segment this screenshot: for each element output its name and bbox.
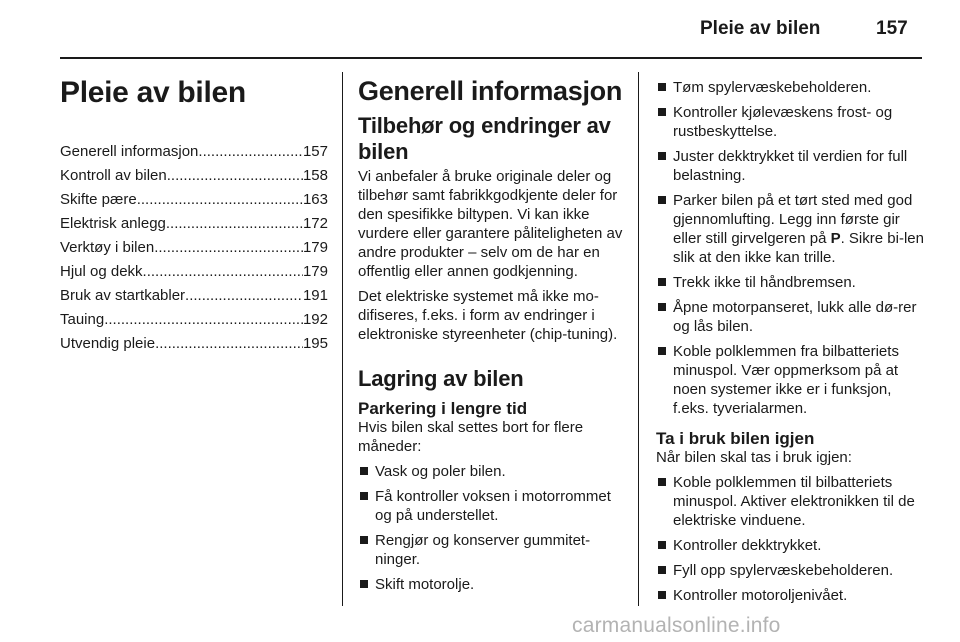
toc-entry[interactable]: Elektrisk anlegg ..... 172 xyxy=(60,212,328,236)
bullet-list xyxy=(358,462,626,594)
section-title: Generell informasjon xyxy=(358,76,623,106)
square-bullet-icon xyxy=(360,580,368,588)
square-bullet-icon xyxy=(658,541,666,549)
list-item: Tøm spylervæskebeholderen. xyxy=(656,78,926,97)
list-item: Kontroller dekktrykket. xyxy=(656,536,926,555)
list-item: Koble polklemmen fra bilbatteriets minuspol. Vær oppmerksom på at noen systemer ikke er i funksjon, f.eks. tyverialarmen. xyxy=(656,342,926,418)
square-bullet-icon xyxy=(658,347,666,355)
list-item: Parker bilen på et tørt sted med god gjennomlufting. Legg inn første gir eller still girvelgeren på P. Sikre bi-len slik at den ikke kan trille. xyxy=(656,191,926,267)
square-bullet-icon xyxy=(658,303,666,311)
paragraph: Vi anbefaler å bruke originale deler og tilbehør samt fabrikkgodkjente deler for den spesifikke biltypen. Vi kan ikke vurdere eller garantere påliteligheten av andre produkter – selv om de har en offentlig eller annen godkjenning. xyxy=(358,168,623,280)
bullet-list xyxy=(656,473,926,605)
subsection-title: Tilbehør og endringer av bilen xyxy=(358,113,611,164)
toc-entry[interactable]: Hjul og dekk ..... 179 xyxy=(60,260,328,284)
subsection-title: Ta i bruk bilen igjen xyxy=(656,429,815,448)
square-bullet-icon xyxy=(658,478,666,486)
square-bullet-icon xyxy=(360,492,368,500)
chapter-toc-column xyxy=(60,72,328,356)
square-bullet-icon xyxy=(658,83,666,91)
list-item: Rengjør og konserver gummitet-ninger. xyxy=(358,531,626,569)
square-bullet-icon xyxy=(658,152,666,160)
list-item: Kontroller kjølevæskens frost- og rustbeskyttelse. xyxy=(656,103,926,141)
square-bullet-icon xyxy=(658,278,666,286)
paragraph: Når bilen skal tas i bruk igjen: xyxy=(656,449,852,466)
list-item: Trekk ikke til håndbremsen. xyxy=(656,273,926,292)
toc-entry[interactable]: Bruk av startkabler ..... 191 xyxy=(60,284,328,308)
chapter-title: Pleie av bilen xyxy=(60,76,246,109)
square-bullet-icon xyxy=(658,566,666,574)
main-text-column-right xyxy=(656,72,926,611)
paragraph: Det elektriske systemet må ikke mo-difiseres, f.eks. i form av endringer i elektroniske styreenheter (chip-tuning). xyxy=(358,288,618,343)
square-bullet-icon xyxy=(360,467,368,475)
toc-entry[interactable]: Kontroll av bilen ..... 158 xyxy=(60,164,328,188)
list-item: Skift motorolje. xyxy=(358,575,626,594)
list-item: Åpne motorpanseret, lukk alle dø-rer og lås bilen. xyxy=(656,298,926,336)
list-item: Fyll opp spylervæskebeholderen. xyxy=(656,561,926,580)
square-bullet-icon xyxy=(360,536,368,544)
subsection-title: Parkering i lengre tid xyxy=(358,399,528,418)
list-item: Vask og poler bilen. xyxy=(358,462,626,481)
watermark-text: carmanualsonline.info xyxy=(572,614,781,637)
page-number: 157 xyxy=(876,18,908,39)
column-divider xyxy=(342,72,343,606)
section-title: Lagring av bilen xyxy=(358,366,524,391)
square-bullet-icon xyxy=(658,591,666,599)
column-divider xyxy=(638,72,639,606)
toc-list xyxy=(60,140,328,356)
main-text-column xyxy=(358,72,626,600)
square-bullet-icon xyxy=(658,196,666,204)
list-item: Kontroller motoroljenivået. xyxy=(656,586,926,605)
header-rule xyxy=(60,57,922,59)
toc-entry[interactable]: Utvendig pleie ..... 195 xyxy=(60,332,328,356)
list-item: Juster dekktrykket til verdien for full belastning. xyxy=(656,147,926,185)
toc-entry[interactable]: Verktøy i bilen ..... 179 xyxy=(60,236,328,260)
bullet-list xyxy=(656,78,926,418)
list-item: Få kontroller voksen i motorrommet og på understellet. xyxy=(358,487,626,525)
list-item: Koble polklemmen til bilbatteriets minuspol. Aktiver elektronikken til de elektriske vinduene. xyxy=(656,473,926,530)
toc-entry[interactable]: Generell informasjon ..... 157 xyxy=(60,140,328,164)
toc-entry[interactable]: Skifte pære ..... 163 xyxy=(60,188,328,212)
square-bullet-icon xyxy=(658,108,666,116)
running-header-title: Pleie av bilen xyxy=(700,18,821,39)
paragraph: Hvis bilen skal settes bort for flere måneder: xyxy=(358,419,584,455)
toc-entry[interactable]: Tauing ..... 192 xyxy=(60,308,328,332)
